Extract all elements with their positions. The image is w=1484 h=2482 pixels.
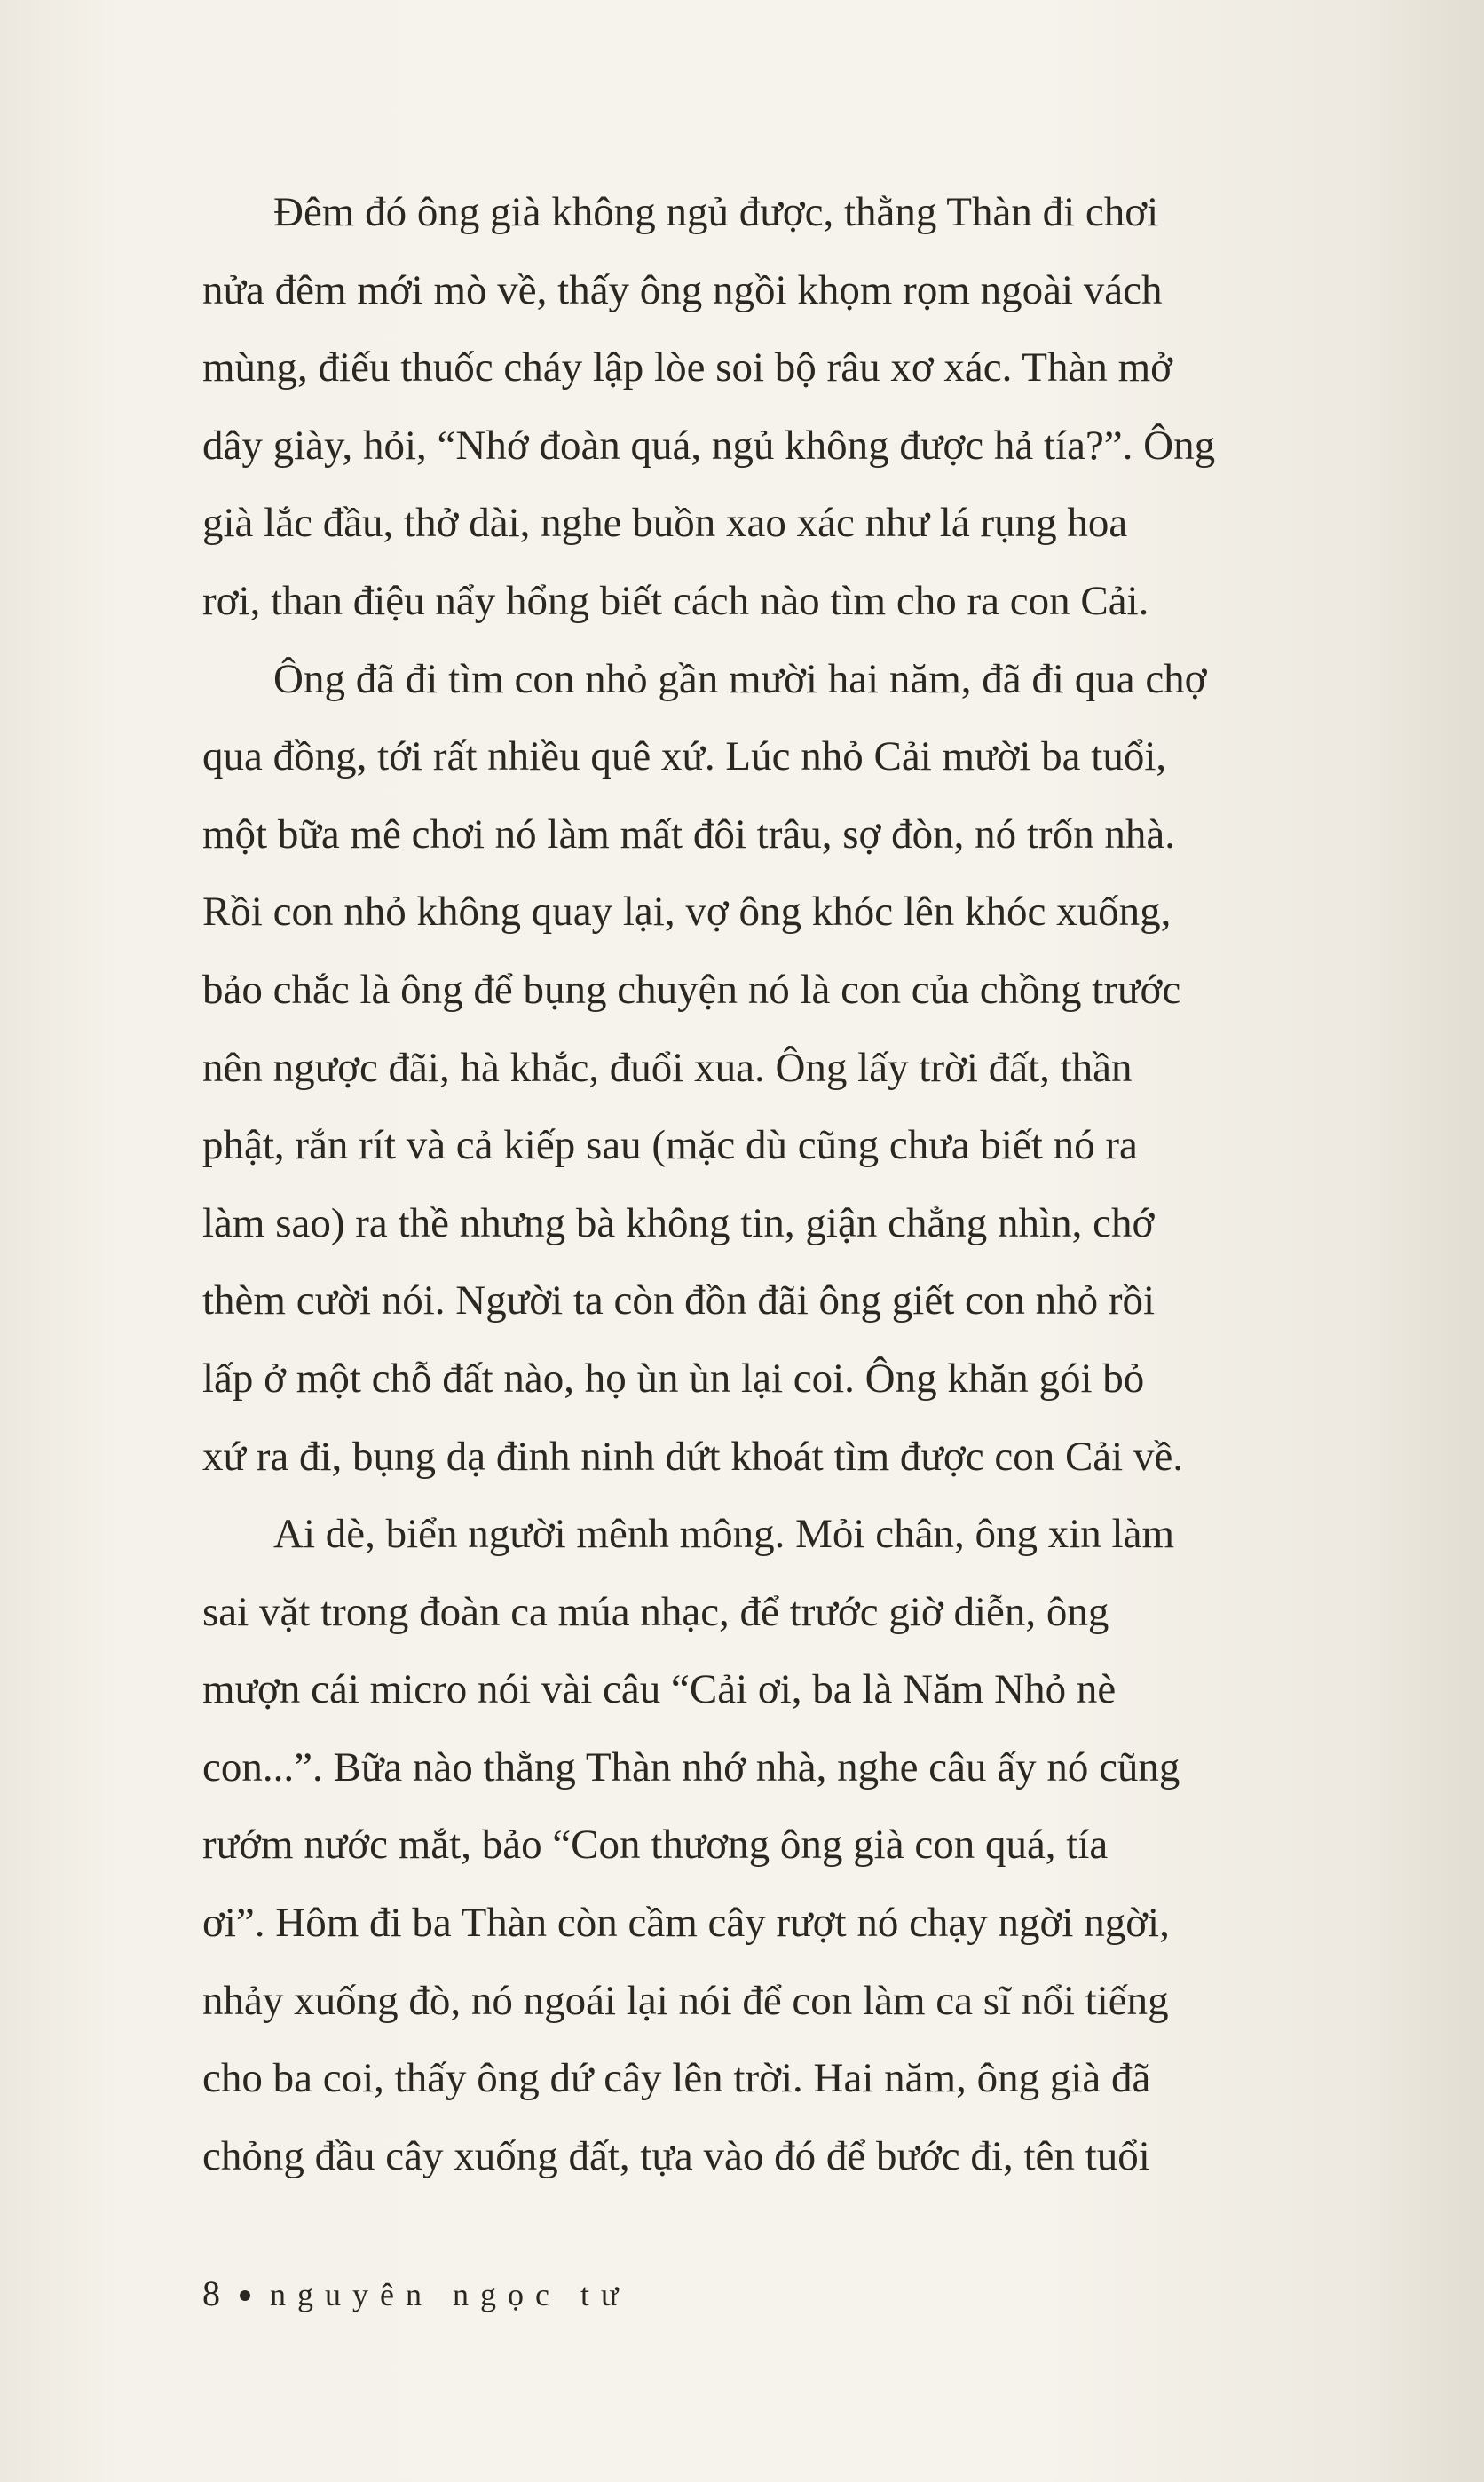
- body-text: [202, 174, 1402, 2195]
- text-line: nên ngược đãi, hà khắc, đuổi xua. Ông lấy trời đất, thần: [202, 1044, 1133, 1091]
- text-line: Ai dè, biển người mênh mông. Mỏi chân, ông xin làm: [273, 1511, 1174, 1558]
- text-line: qua đồng, tới rất nhiều quê xứ. Lúc nhỏ Cải mười ba tuổi,: [202, 733, 1167, 780]
- text-line: mượn cái micro nói vài câu “Cải ơi, ba là Năm Nhỏ nè: [202, 1666, 1117, 1713]
- text-line: nửa đêm mới mò về, thấy ông ngồi khọm rọm ngoài vách: [202, 266, 1163, 313]
- text-line: Đêm đó ông già không ngủ được, thằng Thàn đi chơi: [273, 189, 1159, 235]
- text-line: cho ba coi, thấy ông dứ cây lên trời. Hai năm, ông già đã: [202, 2055, 1151, 2102]
- text-line: xứ ra đi, bụng dạ đinh ninh dứt khoát tìm được con Cải về.: [202, 1433, 1184, 1480]
- paragraph-1: [202, 174, 1402, 641]
- text-line: làm sao) ra thề nhưng bà không tin, giận chẳng nhìn, chớ: [202, 1199, 1155, 1246]
- page-footer: [202, 2273, 629, 2314]
- bullet-separator-icon: [240, 2290, 250, 2301]
- text-line: Rồi con nhỏ không quay lại, vợ ông khóc lên khóc xuống,: [202, 889, 1172, 936]
- text-line: nhảy xuống đò, nó ngoái lại nói để con làm ca sĩ nổi tiếng: [202, 1977, 1169, 2024]
- text-line: ơi”. Hôm đi ba Thàn còn cầm cây rượt nó chạy ngời ngời,: [202, 1900, 1170, 1947]
- text-line: già lắc đầu, thở dài, nghe buồn xao xác như lá rụng hoa: [202, 500, 1128, 547]
- text-line: Ông đã đi tìm con nhỏ gần mười hai năm, đã đi qua chợ: [273, 655, 1207, 702]
- text-line: mùng, điếu thuốc cháy lập lòe soi bộ râu xơ xác. Thàn mở: [202, 344, 1173, 391]
- text-line: rơi, than điệu nẩy hổng biết cách nào tìm cho ra con Cải.: [202, 577, 1149, 624]
- paragraph-3: [202, 1496, 1402, 2195]
- text-line: lấp ở một chỗ đất nào, họ ùn ùn lại coi. Ông khăn gói bỏ: [202, 1355, 1145, 1402]
- text-line: phật, rắn rít và cả kiếp sau (mặc dù cũng chưa biết nó ra: [202, 1122, 1138, 1169]
- author-name: nguyên ngọc tư: [270, 2277, 630, 2312]
- text-line: bảo chắc là ông để bụng chuyện nó là con của chồng trước: [202, 966, 1181, 1013]
- text-line: sai vặt trong đoàn ca múa nhạc, để trước giờ diễn, ông: [202, 1588, 1109, 1635]
- text-line: một bữa mê chơi nó làm mất đôi trâu, sợ đòn, nó trốn nhà.: [202, 810, 1175, 858]
- text-line: dây giày, hỏi, “Nhớ đoàn quá, ngủ không được hả tía?”. Ông: [202, 422, 1216, 469]
- paragraph-2: [202, 641, 1402, 1497]
- text-line: rướm nước mắt, bảo “Con thương ông già con quá, tía: [202, 1822, 1109, 1869]
- text-line: con...”. Bữa nào thằng Thàn nhớ nhà, nghe câu ấy nó cũng: [202, 1743, 1180, 1790]
- text-line: chỏng đầu cây xuống đất, tựa vào đó để bước đi, tên tuổi: [202, 2132, 1150, 2179]
- text-line: thèm cười nói. Người ta còn đồn đãi ông giết con nhỏ rồi: [202, 1277, 1156, 1324]
- page-number: 8: [202, 2273, 220, 2313]
